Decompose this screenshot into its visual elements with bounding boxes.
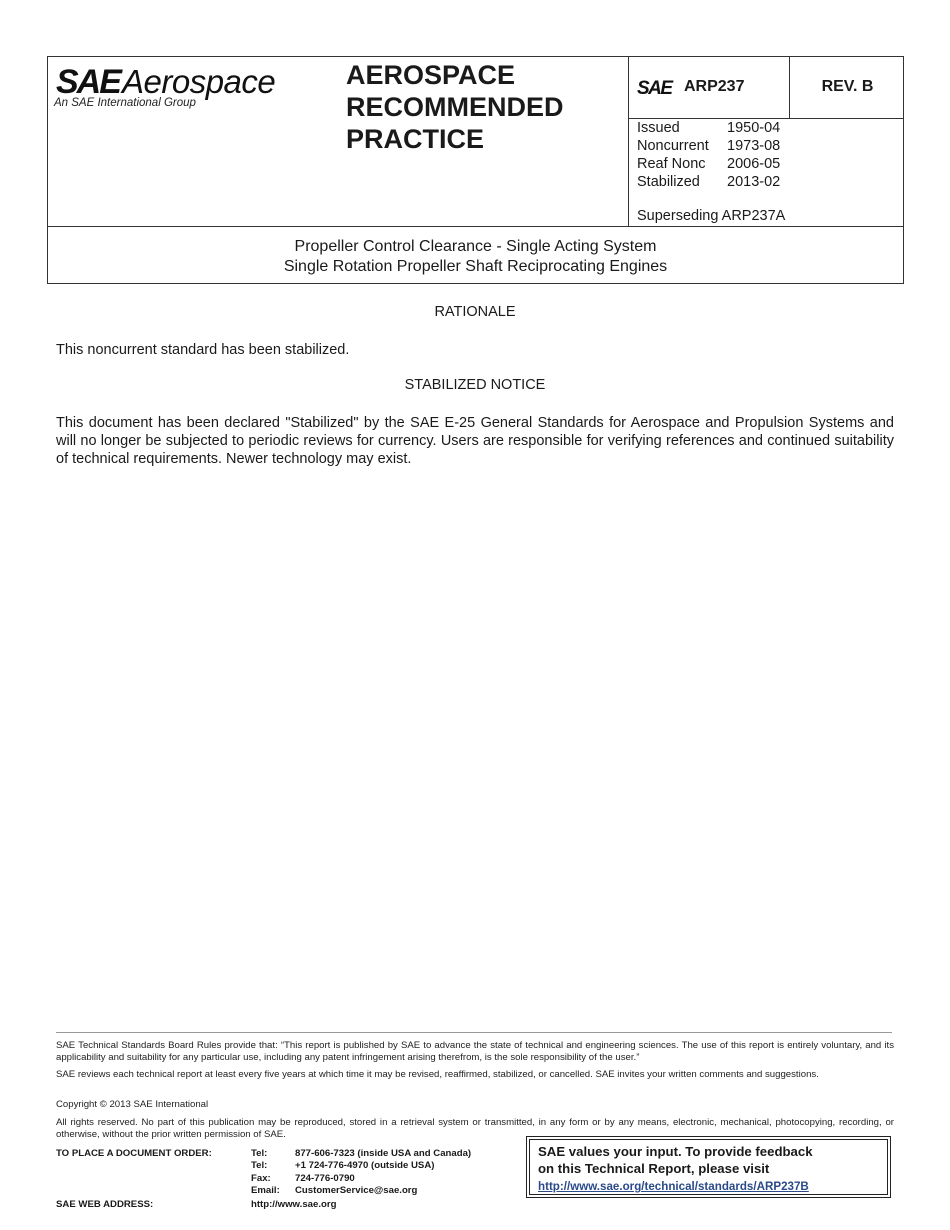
date-row [637,173,780,191]
document-type-line: PRACTICE [346,124,485,154]
date-label: Stabilized [637,174,700,190]
document-type-line: RECOMMENDED [346,92,564,122]
date-value: 2006-05 [727,156,781,172]
footer-rule [56,1032,892,1033]
date-value: 2013-02 [727,174,781,190]
order-contacts [251,1148,471,1198]
contact-key: Fax: [251,1172,271,1184]
feedback-line: on this Technical Report, please visit [538,1161,770,1176]
stabilized-notice-text: This document has been declared "Stabilized" by the SAE E-25 General Standards for Aerospace and Propulsion Systems and will no longer be subjected to periodic reviews for currency. Users are responsible for verifying references and continued suitability of technical requirements. Newer technology may exist. [56,415,894,467]
revision-label: REV. B [821,78,874,95]
rationale-heading: RATIONALE [434,304,516,320]
contact-key: Tel: [251,1160,268,1172]
contact-row [251,1148,471,1160]
date-label: Issued [637,120,680,136]
order-label: TO PLACE A DOCUMENT ORDER: [56,1148,212,1159]
contact-key: Tel: [251,1148,268,1159]
superseding-note: Superseding ARP237A [637,208,786,224]
contact-value: 724-776-0790 [295,1172,355,1184]
feedback-box [526,1136,891,1198]
contact-value: 877-606-7323 (inside USA and Canada) [295,1148,472,1159]
divider [48,226,904,227]
date-row [637,119,780,137]
review-note: SAE reviews each technical report at least every five years at which time it may be revised, reaffirmed, stabilized, or cancelled. SAE invites your written comments and suggestions. [56,1069,819,1080]
date-label: Noncurrent [637,138,709,154]
date-label: Reaf Nonc [637,156,706,172]
document-title [48,237,903,277]
date-value: 1973-08 [727,138,781,154]
document-header [47,56,904,284]
svg-text:SAE: SAE [637,78,672,97]
title-line: Propeller Control Clearance - Single Acting System [294,238,657,255]
stabilized-notice-heading: STABILIZED NOTICE [404,377,546,393]
svg-text:Aerospace: Aerospace [122,63,276,100]
feedback-link[interactable]: http://www.sae.org/technical/standards/ARP237B [538,1180,809,1193]
document-type [346,59,616,155]
logo-tagline: An SAE International Group [54,97,196,109]
date-row [637,155,780,173]
board-rules-note: SAE Technical Standards Board Rules provide that: “This report is published by SAE to advance the state of technical and engineering sciences. The use of this report is entirely voluntary, and its applicability and suitability for any particular use, including any patent infringement arising therefrom, is the sole responsibility of the user.” [56,1040,894,1063]
date-value: 1950-04 [727,120,781,136]
web-address-label: SAE WEB ADDRESS: [56,1199,154,1210]
title-line: Single Rotation Propeller Shaft Reciprocating Engines [283,258,668,275]
contact-row [251,1160,471,1172]
feedback-line: SAE values your input. To provide feedback [538,1144,813,1159]
sae-small-logo [637,77,675,97]
document-type-line: AEROSPACE [346,60,516,90]
rights-note: All rights reserved. No part of this publication may be reproduced, stored in a retrieval system or transmitted, in any form or by any means, electronic, mechanical, photocopying, recording, or otherwise, without the prior written permission of SAE. [56,1117,894,1140]
web-address-value: http://www.sae.org [251,1199,337,1210]
svg-text:SAE: SAE [56,63,120,101]
date-row [637,137,780,155]
contact-key: Email: [251,1185,280,1197]
rationale-text: This noncurrent standard has been stabilized. [56,342,350,358]
feedback-text [538,1143,813,1195]
contact-value: +1 724-776-4970 (outside USA) [295,1160,435,1172]
copyright-note: Copyright © 2013 SAE International [56,1099,209,1110]
contact-row [251,1185,471,1197]
contact-value: CustomerService@sae.org [295,1185,418,1197]
divider [628,57,629,226]
date-history [637,119,780,191]
document-number: ARP237 [684,78,745,95]
contact-row [251,1173,471,1185]
